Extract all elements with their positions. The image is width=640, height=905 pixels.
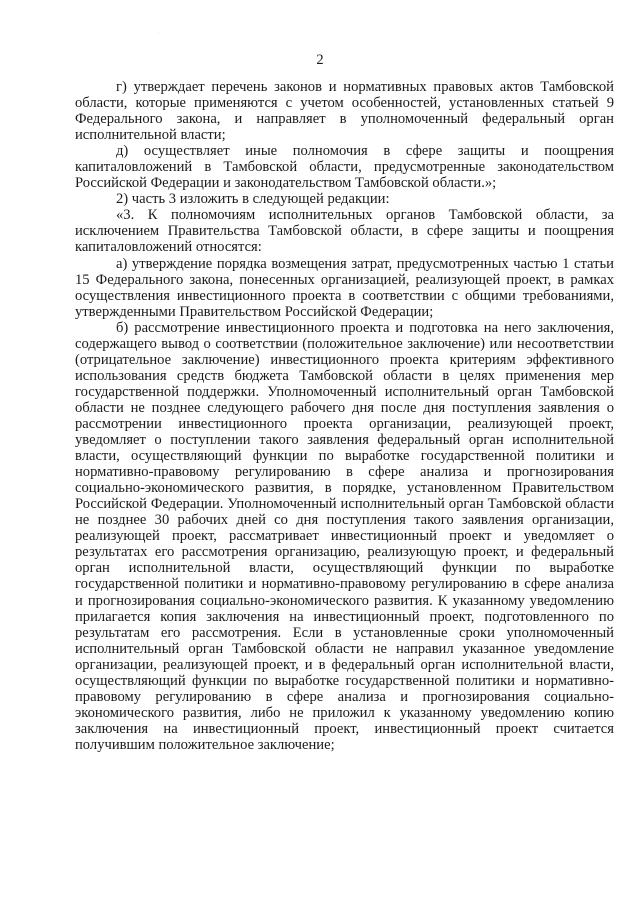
paragraph-item-a: а) утверждение порядка возмещения затрат, предусмотренных частью 1 статьи 15 Федерального закона, понесенных организацией, реализующей проект, в рамках осуществления инвестиционного проекта в соответствии с общими требованиями, утвержденными Правительством Российской Федерации; xyxy=(75,255,614,320)
paragraph-part-3-intro: «3. К полномочиям исполнительных органов Тамбовской области, за исключением Правительства Тамбовской области, в сфере защиты и поощрения капиталовложений относятся: xyxy=(75,207,614,256)
paragraph-item-b: б) рассмотрение инвестиционного проекта и подготовка на него заключения, содержащего вывод о соответствии (положительное заключение) или несоответствии (отрицательное заключение) инвестиционного проекта критериям эффективного использования средств бюджета Тамбовской области в целях применения мер государственной поддержки. Уполномоченный исполнительный орган Тамбовской области не позднее следующего рабочего дня после дня поступления заявления о рассмотрении инвестиционного проекта организации, реализующей проект, уведомляет о поступлении такого заявления федеральный орган исполнительной власти, осуществляющий функции по выработке государственной политики и нормативно-правовому регулированию в сфере анализа и прогнозирования социально-экономического развития, в порядке, установленном Правительством Российской Федерации. Уполномоченный исполнительный орган Тамбовской области не позднее 30 рабочих дней со дня поступления такого заявления организации, реализующей проект, рассматривает инвестиционный проект и уведомляет о результатах его рассмотрения организацию, реализующую проект, и федеральный орган исполнительной власти, осуществляющий функции по выработке государственной политики и нормативно-правовому регулированию в сфере анализа и прогнозирования социально-экономического развития. К указанному уведомлению прилагается копия заключения на инвестиционный проект, подготовленного по результатам его рассмотрения. Если в установленные сроки уполномоченный исполнительный орган Тамбовской области не направил указанное уведомление организации, реализующей проект, и в федеральный орган исполнительной власти, осуществляющий функции по выработке государственной политики и нормативно-правовому регулированию в сфере анализа и прогнозирования социально-экономического развития, либо не приложил к указанному уведомлению копию заключения на инвестиционный проект, инвестиционный проект считается получившим положительное заключение; xyxy=(75,319,614,753)
document-body xyxy=(75,79,614,753)
page-number: 2 xyxy=(316,52,324,68)
scan-mark: · xyxy=(158,30,160,36)
paragraph-item-g: г) утверждает перечень законов и нормативных правовых актов Тамбовской области, которые применяются с учетом особенностей, установленных статьей 9 Федерального закона, и направляет в уполномоченный федеральный орган исполнительной власти; xyxy=(75,79,614,144)
paragraph-item-d: д) осуществляет иные полномочия в сфере защиты и поощрения капиталовложений в Тамбовской области, предусмотренные законодательством Российской Федерации и законодательством Тамбовской области.»; xyxy=(75,143,614,192)
paragraph-amendment-part-3: 2) часть 3 изложить в следующей редакции: xyxy=(116,191,390,208)
